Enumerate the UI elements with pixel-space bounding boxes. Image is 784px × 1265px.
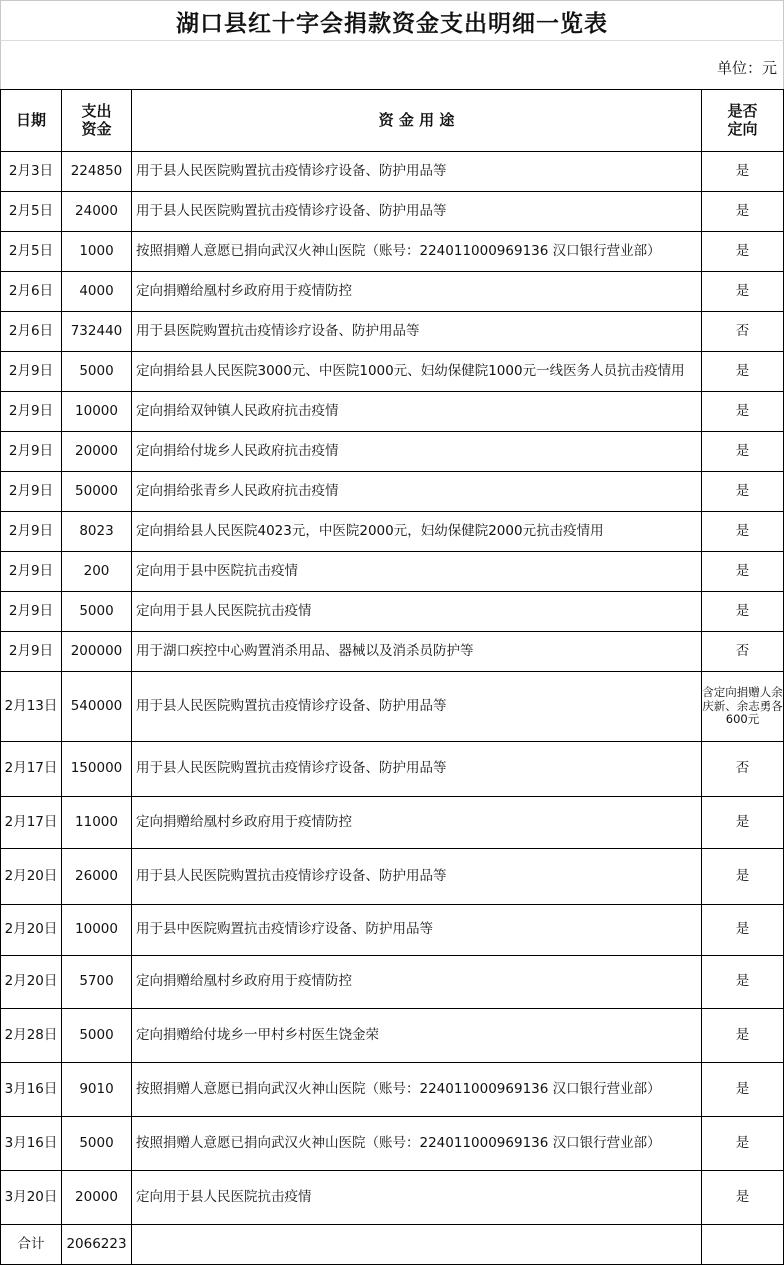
row-date: 2月28日 [1, 1009, 62, 1063]
unit-row [0, 40, 784, 90]
row-designated: 是 [702, 192, 784, 232]
row-purpose: 用于县人民医院购置抗击疫情诊疗设备、防护用品等 [132, 849, 702, 905]
table-row [1, 512, 784, 552]
row-date: 2月20日 [1, 849, 62, 905]
row-purpose: 按照捐赠人意愿已捐向武汉火神山医院（账号：224011000969136 汉口银行营业部） [132, 232, 702, 272]
table-row [1, 592, 784, 632]
row-amount: 540000 [62, 672, 132, 742]
table-row [1, 797, 784, 849]
row-designated: 含定向捐赠人余庆新、余志勇各600元 [702, 672, 784, 742]
unit-label: 单位：元 [716, 59, 777, 77]
row-purpose: 定向用于县中医院抗击疫情 [132, 552, 702, 592]
header-amount: 支出资金 [62, 90, 132, 152]
table-row [1, 849, 784, 905]
table-row [1, 905, 784, 956]
total-designated-empty [702, 1225, 784, 1265]
row-amount: 8023 [62, 512, 132, 552]
row-purpose: 用于县人民医院购置抗击疫情诊疗设备、防护用品等 [132, 672, 702, 742]
row-purpose: 用于县人民医院购置抗击疫情诊疗设备、防护用品等 [132, 192, 702, 232]
row-date: 2月9日 [1, 472, 62, 512]
table-row [1, 392, 784, 432]
row-date: 3月20日 [1, 1171, 62, 1225]
row-amount: 20000 [62, 1171, 132, 1225]
row-date: 2月9日 [1, 552, 62, 592]
table-row [1, 956, 784, 1009]
row-amount: 5000 [62, 1117, 132, 1171]
row-designated: 是 [702, 905, 784, 956]
row-amount: 26000 [62, 849, 132, 905]
row-purpose: 用于县中医院购置抗击疫情诊疗设备、防护用品等 [132, 905, 702, 956]
row-purpose: 用于县医院购置抗击疫情诊疗设备、防护用品等 [132, 312, 702, 352]
table-row [1, 152, 784, 192]
row-purpose: 按照捐赠人意愿已捐向武汉火神山医院（账号：224011000969136 汉口银行营业部） [132, 1117, 702, 1171]
row-designated: 是 [702, 592, 784, 632]
row-designated: 是 [702, 512, 784, 552]
row-amount: 24000 [62, 192, 132, 232]
header-purpose: 资 金 用 途 [132, 90, 702, 152]
row-date: 3月16日 [1, 1063, 62, 1117]
table-row [1, 312, 784, 352]
table-row [1, 432, 784, 472]
row-amount: 10000 [62, 905, 132, 956]
row-designated: 否 [702, 312, 784, 352]
header-designated: 是否定向 [702, 90, 784, 152]
row-purpose: 用于县人民医院购置抗击疫情诊疗设备、防护用品等 [132, 742, 702, 797]
header-date: 日期 [1, 90, 62, 152]
row-designated: 是 [702, 1171, 784, 1225]
row-date: 2月9日 [1, 632, 62, 672]
row-purpose: 定向捐给县人民医院4023元，中医院2000元，妇幼保健院2000元抗击疫情用 [132, 512, 702, 552]
row-date: 2月6日 [1, 312, 62, 352]
row-date: 3月16日 [1, 1117, 62, 1171]
expense-table [0, 89, 784, 1265]
row-designated: 是 [702, 272, 784, 312]
row-date: 2月9日 [1, 392, 62, 432]
row-date: 2月20日 [1, 956, 62, 1009]
row-amount: 224850 [62, 152, 132, 192]
row-date: 2月9日 [1, 432, 62, 472]
row-date: 2月20日 [1, 905, 62, 956]
total-label: 合计 [1, 1225, 62, 1265]
table-row [1, 1171, 784, 1225]
row-amount: 1000 [62, 232, 132, 272]
table-row [1, 1117, 784, 1171]
total-amount: 2066223 [62, 1225, 132, 1265]
title-row [0, 0, 784, 41]
row-purpose: 用于湖口疾控中心购置消杀用品、器械以及消杀员防护等 [132, 632, 702, 672]
row-amount: 200000 [62, 632, 132, 672]
total-row [1, 1225, 784, 1265]
row-purpose: 定向捐赠给付垅乡一甲村乡村医生饶金荣 [132, 1009, 702, 1063]
row-designated: 是 [702, 1117, 784, 1171]
row-designated: 是 [702, 1063, 784, 1117]
row-date: 2月13日 [1, 672, 62, 742]
row-purpose: 定向用于县人民医院抗击疫情 [132, 592, 702, 632]
table-row [1, 472, 784, 512]
row-date: 2月6日 [1, 272, 62, 312]
row-date: 2月3日 [1, 152, 62, 192]
row-purpose: 定向捐赠给凰村乡政府用于疫情防控 [132, 272, 702, 312]
row-purpose: 定向捐给县人民医院3000元、中医院1000元、妇幼保健院1000元一线医务人员抗击疫情用 [132, 352, 702, 392]
row-date: 2月5日 [1, 192, 62, 232]
row-purpose: 定向用于县人民医院抗击疫情 [132, 1171, 702, 1225]
table-row [1, 742, 784, 797]
page-title: 湖口县红十字会捐款资金支出明细一览表 [176, 9, 608, 37]
table-row [1, 552, 784, 592]
row-designated: 是 [702, 232, 784, 272]
row-date: 2月17日 [1, 797, 62, 849]
table-row [1, 192, 784, 232]
row-designated: 否 [702, 742, 784, 797]
row-designated: 否 [702, 632, 784, 672]
row-purpose: 定向捐给付垅乡人民政府抗击疫情 [132, 432, 702, 472]
row-purpose: 按照捐赠人意愿已捐向武汉火神山医院（账号：224011000969136 汉口银行营业部） [132, 1063, 702, 1117]
row-designated: 是 [702, 1009, 784, 1063]
row-purpose: 用于县人民医院购置抗击疫情诊疗设备、防护用品等 [132, 152, 702, 192]
table-body [1, 152, 784, 1225]
table-row [1, 632, 784, 672]
row-amount: 50000 [62, 472, 132, 512]
row-designated: 是 [702, 392, 784, 432]
row-amount: 5000 [62, 352, 132, 392]
table-row [1, 272, 784, 312]
table-row [1, 232, 784, 272]
table-row [1, 352, 784, 392]
row-designated: 是 [702, 352, 784, 392]
row-designated: 是 [702, 152, 784, 192]
table-row [1, 1009, 784, 1063]
row-amount: 11000 [62, 797, 132, 849]
row-date: 2月5日 [1, 232, 62, 272]
row-date: 2月9日 [1, 352, 62, 392]
row-date: 2月9日 [1, 512, 62, 552]
row-amount: 200 [62, 552, 132, 592]
row-designated: 是 [702, 552, 784, 592]
row-amount: 10000 [62, 392, 132, 432]
row-designated: 是 [702, 849, 784, 905]
row-amount: 20000 [62, 432, 132, 472]
header-row [1, 90, 784, 152]
row-amount: 150000 [62, 742, 132, 797]
row-designated: 是 [702, 797, 784, 849]
row-date: 2月17日 [1, 742, 62, 797]
row-designated: 是 [702, 472, 784, 512]
row-purpose: 定向捐赠给凰村乡政府用于疫情防控 [132, 797, 702, 849]
row-amount: 5000 [62, 1009, 132, 1063]
total-purpose-empty [132, 1225, 702, 1265]
row-purpose: 定向捐给双钟镇人民政府抗击疫情 [132, 392, 702, 432]
table-row [1, 1063, 784, 1117]
row-amount: 9010 [62, 1063, 132, 1117]
table-row [1, 672, 784, 742]
row-designated: 是 [702, 956, 784, 1009]
row-amount: 732440 [62, 312, 132, 352]
row-purpose: 定向捐给张青乡人民政府抗击疫情 [132, 472, 702, 512]
row-purpose: 定向捐赠给凰村乡政府用于疫情防控 [132, 956, 702, 1009]
row-amount: 4000 [62, 272, 132, 312]
row-designated: 是 [702, 432, 784, 472]
row-amount: 5000 [62, 592, 132, 632]
row-amount: 5700 [62, 956, 132, 1009]
row-date: 2月9日 [1, 592, 62, 632]
